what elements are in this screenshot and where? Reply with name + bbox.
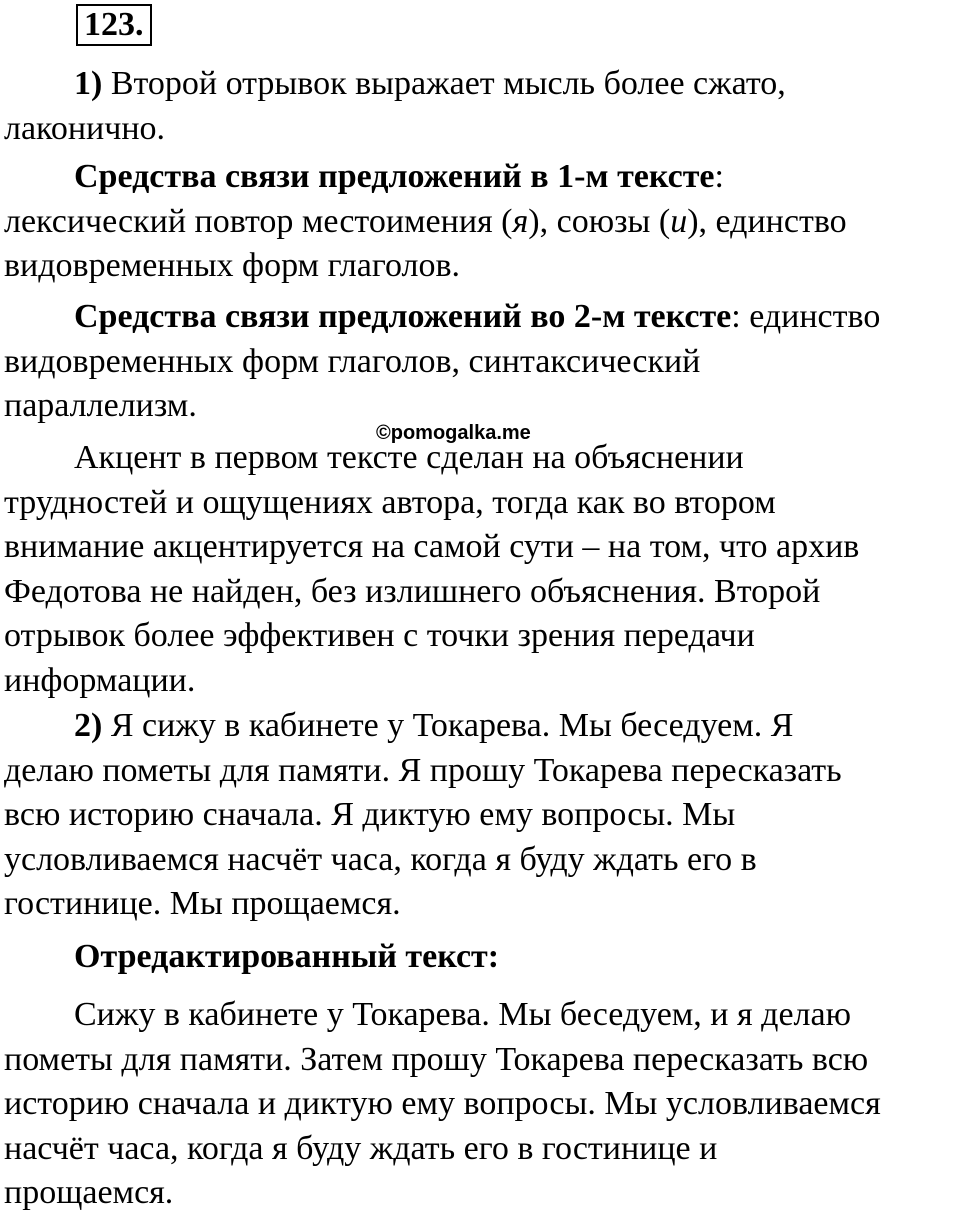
paragraph-4-line: трудностей и ощущениях автора, тогда как во втором: [4, 483, 776, 521]
paragraph-7-line: Сижу в кабинете у Токарева. Мы беседуем, и я делаю: [74, 996, 851, 1033]
edited-text-heading: Отредактированный текст:: [74, 938, 500, 975]
text-span: ), единство: [687, 202, 847, 240]
paragraph-3-line-3: параллелизм.: [4, 387, 197, 424]
text-span: : единство: [731, 298, 881, 335]
item-marker-1: 1): [74, 65, 103, 102]
paragraph-1-line-1: [4, 62, 960, 107]
heading-text-1-links: Средства связи предложений в 1-м тексте: [74, 158, 715, 195]
heading-colon: :: [714, 158, 724, 195]
paragraph-2-line-1: [4, 155, 960, 200]
exercise-number-box: 123.: [76, 4, 152, 46]
paragraph-5: [4, 704, 960, 927]
paragraph-3: [4, 295, 960, 429]
watermark: ©pomogalka.me: [376, 422, 531, 444]
paragraph-5-line: делаю пометы для памяти. Я прошу Токарева пересказать: [4, 751, 842, 789]
text-span: Я сижу в кабинете у Токарева. Мы беседуем. Я: [102, 707, 794, 744]
paragraph-5-line: [4, 704, 960, 749]
paragraph-7-line: прощаемся.: [4, 1174, 174, 1211]
paragraph-7-line: историю сначала и диктую ему вопросы. Мы условливаемся: [4, 1085, 881, 1122]
paragraph-5-line: условливаемся насчёт часа, когда я буду ждать его в: [4, 840, 757, 878]
item-marker-2: 2): [74, 707, 103, 744]
paragraph-2-line-3: видовременных форм глаголов.: [4, 247, 461, 284]
paragraph-4-line: внимание акцентируется на самой сути – на том, что архив: [4, 528, 860, 565]
paragraph-4-line: Федотова не найден, без излишнего объяснения. Второй: [4, 572, 821, 610]
paragraph-1-text: Второй отрывок выражает мысль более сжато,: [102, 65, 786, 102]
paragraph-5-line: всю историю сначала. Я диктую ему вопросы. Мы: [4, 796, 736, 833]
text-span: ), союзы (: [528, 202, 671, 240]
paragraph-4: [4, 436, 960, 703]
paragraph-3-line-2: видовременных форм глаголов, синтаксический: [4, 342, 701, 380]
paragraph-3-line-1: [4, 295, 960, 340]
paragraph-7-line: пометы для памяти. Затем прошу Токарева пересказать всю: [4, 1040, 869, 1078]
paragraph-2-line-2: [4, 200, 960, 245]
paragraph-6: [4, 935, 960, 980]
italic-pronoun: я: [512, 202, 529, 240]
paragraph-5-line: гостинице. Мы прощаемся.: [4, 885, 401, 922]
paragraph-7-line: насчёт часа, когда я буду ждать его в гостинице и: [4, 1129, 718, 1167]
text-span: лексический повтор местоимения (: [4, 202, 513, 240]
paragraph-2: [4, 155, 960, 289]
paragraph-1: [4, 62, 960, 151]
paragraph-1-line-2: лаконично.: [4, 109, 166, 147]
heading-text-2-links: Средства связи предложений во 2-м тексте: [74, 298, 732, 335]
paragraph-7: [4, 993, 960, 1216]
paragraph-4-line: информации.: [4, 661, 196, 699]
paragraph-4-line: Акцент в первом тексте сделан на объяснении: [74, 439, 744, 476]
italic-conjunction: и: [670, 202, 688, 240]
paragraph-4-line: отрывок более эффективен с точки зрения передачи: [4, 617, 755, 654]
